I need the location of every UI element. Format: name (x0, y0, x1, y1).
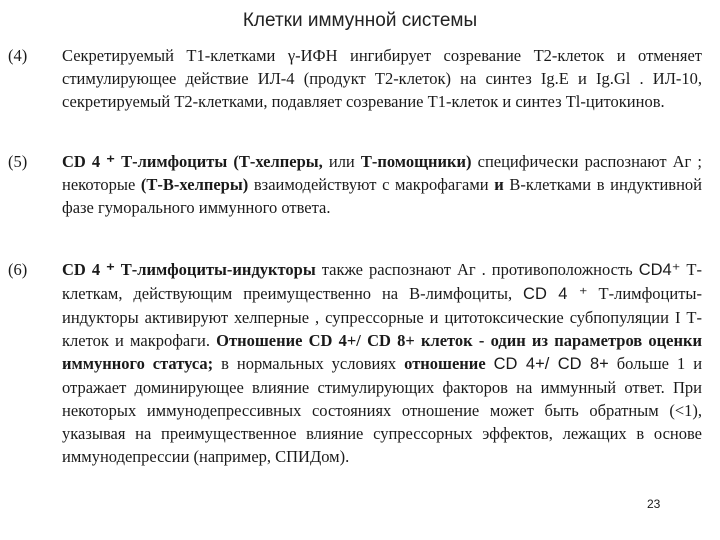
text-run: взаимодействуют с макрофагами (248, 175, 495, 194)
bold-term: Отношение CD 4+/ CD 8+ клеток - один из параметров оценки иммунного статуса; (62, 331, 702, 373)
text-run: специфически распознают Аг ; некоторые (62, 152, 702, 194)
bold-term: (Т-В-хелперы) (140, 175, 249, 194)
paragraph-number: (6) (8, 260, 28, 279)
text-run: Т-лимфоциты-индукторы активируют хелперные , супрессорные и цитотоксические субпопуляции I Т-клеток и макрофаги. (62, 284, 702, 350)
text-run (486, 354, 494, 373)
cd-marker: CD 4 ⁺ (523, 285, 588, 303)
paragraph-text (62, 44, 702, 113)
text-run: также распознают Аг . противоположность (315, 260, 639, 279)
bold-term: Т-помощники) (360, 152, 472, 171)
bold-term: и (494, 175, 504, 194)
bold-term: CD 4 ⁺ Т-лимфоциты (Т-хелперы, (62, 152, 323, 171)
text-run: больше 1 и отражает доминирующее влияние стимулирующих факторов на иммунный ответ. При некоторых иммунодепрессивных состояниях отношение может быть обратным (<1), указывая на преимущественное влияние супрессорных эффектов, лежащих в основе иммунодепрессии (например, СПИДом). (62, 354, 703, 466)
text-run: или (322, 152, 361, 171)
cd-marker: CD4⁺ (638, 261, 681, 279)
bold-term: отношение (404, 354, 486, 373)
text-run: В-клетками в индуктивной фазе гуморального иммунного ответа. (62, 175, 702, 217)
bold-term: CD 4 ⁺ Т-лимфоциты-индукторы (62, 260, 316, 279)
page-number: 23 (647, 497, 661, 511)
cd-marker: CD 4+/ CD 8+ (493, 355, 609, 373)
text-run: Секретируемый Т1-клетками γ-ИФН ингибирует созревание Т2-клеток и отменяет стимулирующее действие ИЛ-4 (продукт Т2-клеток) на синтез Ig.E и Ig.Gl . ИЛ-10, секретируемый Т2-клетками, подавляет созревание Т1-клеток и синтез Тl-цитокинов. (62, 46, 702, 111)
paragraph-text (62, 150, 702, 219)
paragraph-number: (4) (8, 46, 28, 65)
text-run: Т-клеткам, действующим преимущественно на В-лимфоциты, (62, 260, 702, 303)
paragraph-text (62, 258, 702, 468)
slide-title: Клетки иммунной системы (242, 10, 478, 31)
paragraph-number: (5) (8, 152, 28, 171)
text-run: в нормальных условиях (213, 354, 405, 373)
